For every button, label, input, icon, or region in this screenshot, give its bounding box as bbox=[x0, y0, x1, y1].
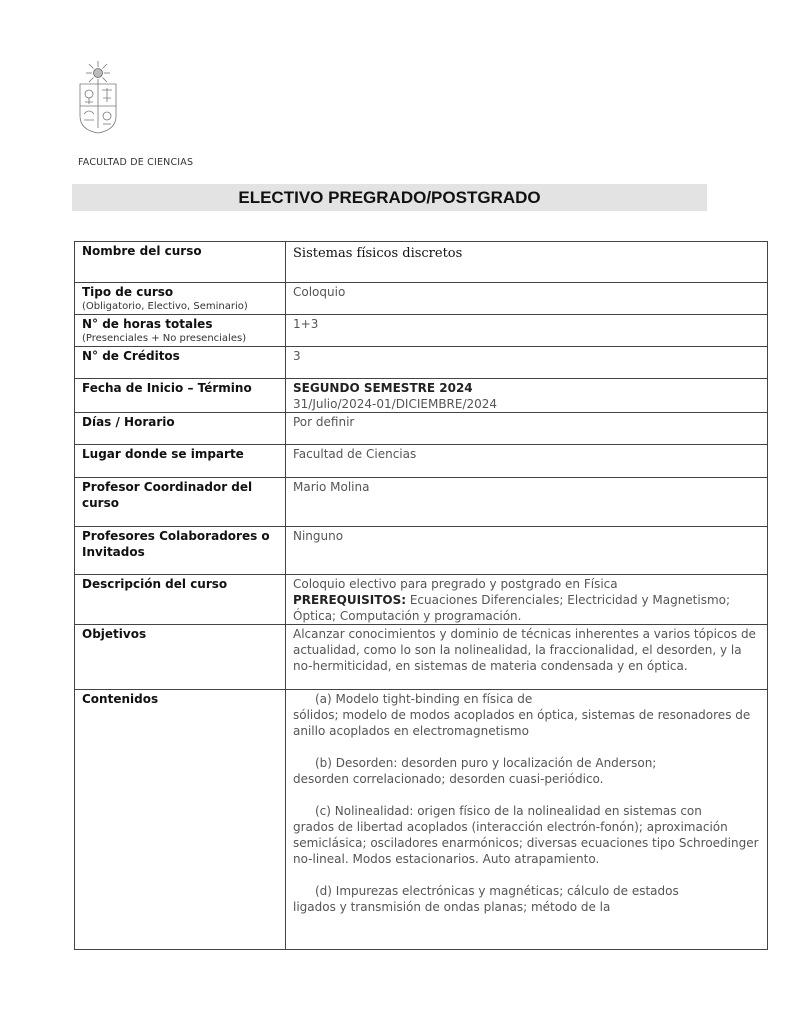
row-lugar bbox=[75, 445, 768, 478]
row-descripcion bbox=[75, 575, 768, 625]
label-horas-cell bbox=[75, 315, 286, 347]
content-b-rest: desorden correlacionado; desorden cuasi-periódico. bbox=[293, 772, 604, 786]
label-lugar: Lugar donde se imparte bbox=[75, 445, 286, 478]
row-objetivos bbox=[75, 625, 768, 690]
content-d-rest: ligados y transmisión de ondas planas; método de la bbox=[293, 900, 611, 914]
label-nombre: Nombre del curso bbox=[75, 242, 286, 283]
label-objetivos: Objetivos bbox=[75, 625, 286, 690]
label-fecha: Fecha de Inicio – Término bbox=[75, 379, 286, 413]
content-item-b bbox=[293, 755, 761, 787]
value-lugar: Facultad de Ciencias bbox=[286, 445, 768, 478]
value-dias: Por definir bbox=[286, 413, 768, 445]
university-seal-logo bbox=[78, 58, 122, 134]
content-c-head: (c) Nolinealidad: origen físico de la nolinealidad en sistemas con bbox=[315, 804, 702, 818]
value-fecha-cell bbox=[286, 379, 768, 413]
label-tipo: Tipo de curso bbox=[82, 285, 174, 299]
value-objetivos: Alcanzar conocimientos y dominio de técnicas inherentes a varios tópicos de actualidad, como lo son la nolinealidad, la fraccionalidad, el desorden, y la no-hermiticidad, en sistemas de materia condensada y en óptica. bbox=[286, 625, 768, 690]
content-item-c bbox=[293, 803, 761, 867]
value-horas: 1+3 bbox=[286, 315, 768, 347]
row-horas bbox=[75, 315, 768, 347]
content-item-a bbox=[293, 691, 761, 739]
label-dias: Días / Horario bbox=[75, 413, 286, 445]
document-title-banner: ELECTIVO PREGRADO/POSTGRADO bbox=[72, 184, 707, 211]
row-profesor bbox=[75, 478, 768, 527]
row-dias bbox=[75, 413, 768, 445]
row-colaboradores bbox=[75, 527, 768, 575]
content-a-head: (a) Modelo tight-binding en física de bbox=[315, 692, 533, 706]
value-descripcion-cell bbox=[286, 575, 768, 625]
label-descripcion: Descripción del curso bbox=[75, 575, 286, 625]
content-a-rest: sólidos; modelo de modos acoplados en óptica, sistemas de resonadores de anillo acoplados en electromagnetismo bbox=[293, 708, 751, 738]
row-contenidos bbox=[75, 690, 768, 950]
label-horas: N° de horas totales bbox=[82, 317, 213, 331]
course-info-table bbox=[74, 241, 768, 950]
content-item-d bbox=[293, 883, 761, 915]
label-creditos: N° de Créditos bbox=[75, 347, 286, 379]
row-tipo bbox=[75, 283, 768, 315]
prerequisites-label: PREREQUISITOS: bbox=[293, 593, 407, 607]
semester-label: SEGUNDO SEMESTRE 2024 bbox=[293, 381, 473, 395]
value-profesor: Mario Molina bbox=[286, 478, 768, 527]
sublabel-tipo: (Obligatorio, Electivo, Seminario) bbox=[82, 301, 248, 312]
row-fecha bbox=[75, 379, 768, 413]
label-contenidos: Contenidos bbox=[75, 690, 286, 950]
row-nombre bbox=[75, 242, 768, 283]
label-tipo-cell bbox=[75, 283, 286, 315]
content-d-head: (d) Impurezas electrónicas y magnéticas; cálculo de estados bbox=[315, 884, 679, 898]
prerequisites-text: Ecuaciones Diferenciales; Electricidad y Magnetismo; Óptica; Computación y programación. bbox=[293, 593, 731, 623]
course-name: Sistemas físicos discretos bbox=[293, 246, 463, 261]
value-tipo: Coloquio bbox=[286, 283, 768, 315]
label-colaboradores: Profesores Colaboradores o Invitados bbox=[75, 527, 286, 575]
value-nombre-cell bbox=[286, 242, 768, 283]
faculty-name: FACULTAD DE CIENCIAS bbox=[78, 157, 194, 168]
sublabel-horas: (Presenciales + No presenciales) bbox=[82, 333, 247, 344]
value-contenidos-cell bbox=[286, 690, 768, 950]
value-colaboradores: Ninguno bbox=[286, 527, 768, 575]
label-profesor: Profesor Coordinador del curso bbox=[75, 478, 286, 527]
content-b-head: (b) Desorden: desorden puro y localización de Anderson; bbox=[315, 756, 657, 770]
date-range: 31/Julio/2024-01/DICIEMBRE/2024 bbox=[293, 397, 498, 411]
description-text: Coloquio electivo para pregrado y postgrado en Física bbox=[293, 577, 618, 591]
row-creditos bbox=[75, 347, 768, 379]
content-c-rest: grados de libertad acoplados (interacción electrón-fonón); aproximación semiclásica; osciladores enarmónicos; diversas ecuaciones tipo Schroedinger no-lineal. Modos estacionarios. Auto atrapamiento. bbox=[293, 820, 759, 866]
value-creditos: 3 bbox=[286, 347, 768, 379]
